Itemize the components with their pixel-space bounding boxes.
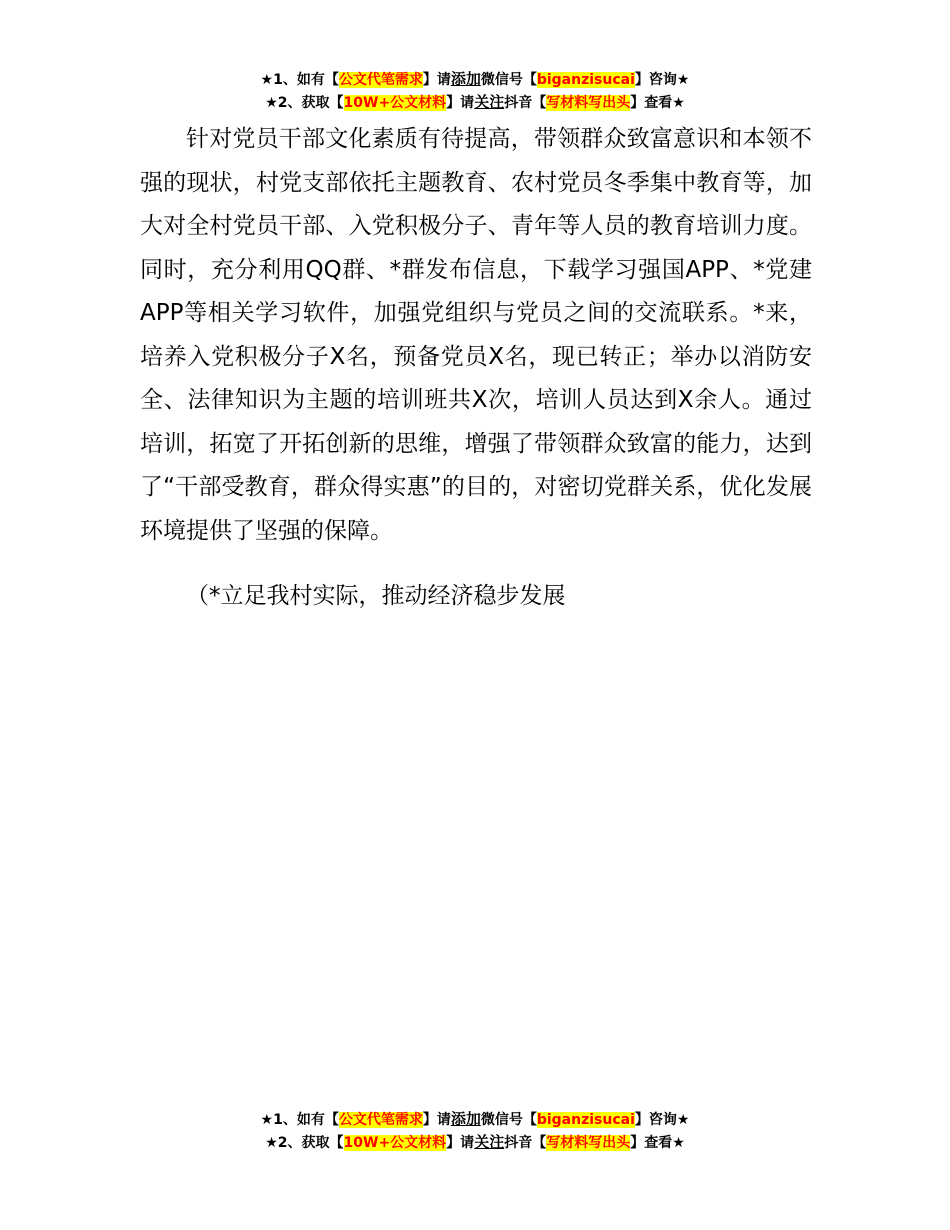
header-underline-add: 添加 — [450, 70, 481, 88]
header-line-1-text-d: 】咨询★ — [634, 72, 690, 88]
body-paragraph-1: 针对党员干部文化素质有待提高，带领群众致富意识和本领不强的现状，村党支部依托主题教育、农村党员冬季集中教育等，加大对全村党员干部、入党积极分子、青年等人员的教育培训力度。同时，充分利用QQ群、*群发布信息，下载学习强国APP、*党建APP等相关学习软件，加强党组织与党员之间的交流联系。*来，培养入党积极分子X名，预备党员X名，现已转正；举办以消防安全、法律知识为主题的培训班共X次，培训人员达到X余人。通过培训，拓宽了开拓创新的思维，增强了带领群众致富的能力，达到了“干部受教育，群众得实惠”的目的，对密切党群关系，优化发展环境提供了坚强的保障。 — [140, 126, 812, 544]
footer-line-1 — [0, 1108, 950, 1131]
footer-line-2-text-c: 抖音【 — [504, 1135, 547, 1151]
footer-line-1-text-d: 】咨询★ — [634, 1112, 690, 1128]
header-line-1-text-a: ★1、如有【 — [260, 72, 339, 88]
header-highlight-douyin: 写材料写出头 — [546, 95, 631, 111]
header-underline-follow: 关注 — [474, 93, 505, 111]
header-line-2-text-a: ★2、获取【 — [265, 95, 344, 111]
footer-line-2-text-d: 】查看★ — [630, 1135, 685, 1151]
header-line-1-text-b: 】请 — [422, 72, 451, 88]
footer-line-1-text-b: 】请 — [422, 1112, 451, 1128]
footer-highlight-wechat-id: biganzisucai — [536, 1112, 635, 1128]
footer-highlight-douyin: 写材料写出头 — [546, 1135, 631, 1151]
footer-line-2 — [0, 1131, 950, 1154]
footer-underline-follow: 关注 — [474, 1133, 505, 1151]
header-line-1 — [0, 68, 950, 91]
footer-line-1-text-c: 微信号【 — [480, 1112, 537, 1128]
header-line-2-text-c: 抖音【 — [504, 95, 547, 111]
footer-banner — [0, 1108, 950, 1154]
footer-line-2-text-b: 】请 — [446, 1135, 475, 1151]
header-line-2-text-b: 】请 — [446, 95, 475, 111]
document-body — [140, 118, 812, 619]
header-highlight-service: 公文代笔需求 — [338, 72, 423, 88]
header-highlight-wechat-id: biganzisucai — [536, 72, 635, 88]
footer-underline-add: 添加 — [450, 1110, 481, 1128]
footer-highlight-service: 公文代笔需求 — [338, 1112, 423, 1128]
header-highlight-materials: 10W+公文材料 — [343, 95, 447, 111]
header-line-2 — [0, 91, 950, 114]
footer-line-2-text-a: ★2、获取【 — [265, 1135, 344, 1151]
footer-line-1-text-a: ★1、如有【 — [260, 1112, 339, 1128]
header-banner — [0, 68, 950, 114]
footer-highlight-materials: 10W+公文材料 — [343, 1135, 447, 1151]
header-line-2-text-d: 】查看★ — [630, 95, 685, 111]
section-heading: （*立足我村实际，推动经济稳步发展 — [186, 583, 566, 609]
header-line-1-text-c: 微信号【 — [480, 72, 537, 88]
